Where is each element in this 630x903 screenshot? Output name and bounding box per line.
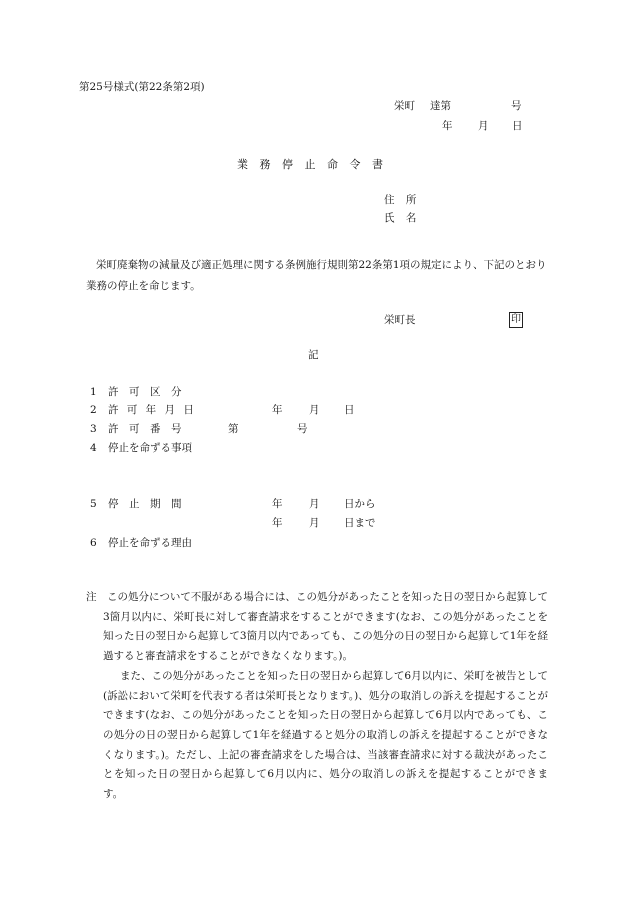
doc-number-suffix: 号: [511, 100, 522, 112]
item-5-to-suffix: 日まで: [344, 517, 376, 529]
item-2-month: 月: [309, 404, 320, 416]
item-2-day: 日: [344, 404, 355, 416]
item-3-number: 3: [90, 423, 97, 435]
item-5-from-month: 月: [309, 498, 320, 510]
item-5-from-year: 年: [272, 498, 283, 510]
item-5-to-year: 年: [272, 517, 283, 529]
item-3-go: 号: [297, 423, 308, 435]
item-5-to-month: 月: [309, 517, 320, 529]
item-5-from-suffix: 日から: [344, 498, 376, 510]
item-5-number: 5: [90, 498, 97, 510]
form-reference: 第25号様式(第22条第2項): [79, 81, 205, 93]
date-month: 月: [478, 120, 489, 132]
date-year: 年: [442, 120, 453, 132]
signer-title: 栄町長: [384, 314, 416, 326]
item-3-dai: 第: [228, 423, 239, 435]
date-day: 日: [512, 120, 523, 132]
item-4-number: 4: [90, 442, 97, 454]
appeal-note: [86, 588, 548, 805]
issuer-name: 栄町: [394, 100, 415, 112]
item-1-number: 1: [90, 386, 97, 398]
item-5-label: 停 止 期 間: [108, 498, 182, 510]
ki-heading: 記: [308, 349, 319, 361]
appeal-note-paragraph-1: 注 この処分について不服がある場合には、この処分があったことを知った日の翌日から起算して3箇月以内に、栄町長に対して審査請求をすることができます(なお、この処分があったことを知った日の翌日から起算して3箇月以内であっても、この処分の日の翌日から起算して1年を経過すると審査請求をすることができなくなります。)。: [86, 591, 548, 663]
item-2-number: 2: [90, 404, 97, 416]
item-2-year: 年: [272, 404, 283, 416]
seal-mark: [509, 312, 523, 328]
document-title: 業 務 停 止 命 令 書: [237, 158, 383, 171]
body-paragraph: 栄町廃棄物の減量及び適正処理に関する条例施行規則第22条第1項の規定により、下記のとおり業務の停止を命じます。: [86, 259, 547, 292]
item-2-label: 許 可 年 月 日: [108, 404, 194, 416]
item-1-label: 許 可 区 分: [108, 386, 182, 398]
name-label: 氏 名: [384, 212, 417, 224]
item-6-label: 停止を命ずる理由: [108, 537, 192, 549]
doc-number-prefix: 達第: [430, 100, 451, 112]
appeal-note-paragraph-2: また、この処分があったことを知った日の翌日から起算して6月以内に、栄町を被告として(訴訟において栄町を代表する者は栄町長となります。)、処分の取消しの訴えを提起することができます(なお、この処分があったことを知った日の翌日から起算して6月以内であっても、この処分の日の翌日から起算して1年を経過すると処分の取消しの訴えを提起することができなくなります。)。ただし、上記の審査請求をした場合は、当該審査請求に対する裁決があったことを知った日の翌日から起算して6月以内に、処分の取消しの訴えを提起することができます。: [103, 669, 548, 801]
seal-label: 印: [509, 312, 523, 328]
item-6-number: 6: [90, 537, 97, 549]
item-4-label: 停止を命ずる事項: [108, 442, 192, 454]
address-label: 住 所: [384, 194, 417, 206]
item-3-label: 許 可 番 号: [108, 423, 182, 435]
